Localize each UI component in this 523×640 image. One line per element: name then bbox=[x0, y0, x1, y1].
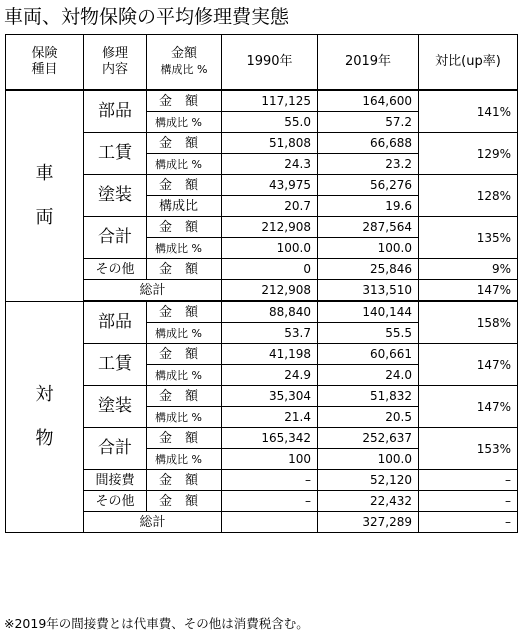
repair-cost-table bbox=[5, 34, 518, 533]
header-ratio: 対比(up率) bbox=[419, 35, 518, 91]
group-label: 塗装 bbox=[84, 175, 147, 217]
total-v1990 bbox=[222, 512, 318, 533]
header-2019: 2019年 bbox=[318, 35, 419, 91]
item-label: 金 額 bbox=[147, 133, 222, 154]
value-2019: 56,276 bbox=[318, 175, 419, 196]
item-label: 金 額 bbox=[147, 386, 222, 407]
value-2019: 52,120 bbox=[318, 470, 419, 491]
group-label: その他 bbox=[84, 259, 147, 280]
item-label: 金 額 bbox=[147, 90, 222, 112]
item-label: 金 額 bbox=[147, 344, 222, 365]
ratio-value: 147% bbox=[419, 386, 518, 428]
total-ratio: 147% bbox=[419, 280, 518, 302]
ratio-value: 135% bbox=[419, 217, 518, 259]
value-1990: 212,908 bbox=[222, 217, 318, 238]
ratio-value: 128% bbox=[419, 175, 518, 217]
group-label: 塗装 bbox=[84, 386, 147, 428]
value-1990: – bbox=[222, 470, 318, 491]
group-label: 合計 bbox=[84, 217, 147, 259]
group-label: 工賃 bbox=[84, 344, 147, 386]
value-1990: 43,975 bbox=[222, 175, 318, 196]
value-2019: 140,144 bbox=[318, 301, 419, 323]
ratio-value: 141% bbox=[419, 90, 518, 133]
value-1990: 55.0 bbox=[222, 112, 318, 133]
table-row bbox=[6, 301, 518, 323]
total-v2019: 313,510 bbox=[318, 280, 419, 302]
value-1990: 24.3 bbox=[222, 154, 318, 175]
total-ratio: – bbox=[419, 512, 518, 533]
table-header-row bbox=[6, 35, 518, 91]
value-1990: 35,304 bbox=[222, 386, 318, 407]
category-label: 対 bbox=[35, 383, 54, 405]
category-label: 物 bbox=[35, 427, 54, 449]
category-cell bbox=[6, 90, 84, 301]
item-label: 構成比 % bbox=[147, 365, 222, 386]
ratio-value: 9% bbox=[419, 259, 518, 280]
ratio-value: – bbox=[419, 470, 518, 491]
value-2019: 23.2 bbox=[318, 154, 419, 175]
group-label: 部品 bbox=[84, 90, 147, 133]
total-label: 総計 bbox=[84, 512, 222, 533]
value-2019: 22,432 bbox=[318, 491, 419, 512]
value-1990: 165,342 bbox=[222, 428, 318, 449]
value-2019: 24.0 bbox=[318, 365, 419, 386]
value-2019: 60,661 bbox=[318, 344, 419, 365]
value-1990: 24.9 bbox=[222, 365, 318, 386]
value-2019: 51,832 bbox=[318, 386, 419, 407]
group-label: その他 bbox=[84, 491, 147, 512]
category-label: 車 bbox=[35, 162, 54, 184]
ratio-value: 158% bbox=[419, 301, 518, 344]
value-1990: 117,125 bbox=[222, 90, 318, 112]
group-label: 間接費 bbox=[84, 470, 147, 491]
value-2019: 19.6 bbox=[318, 196, 419, 217]
value-1990: 51,808 bbox=[222, 133, 318, 154]
item-label: 構成比 % bbox=[147, 323, 222, 344]
header-amount-ratio: 金額 構成比 % bbox=[147, 35, 222, 91]
item-label: 構成比 % bbox=[147, 112, 222, 133]
total-v2019: 327,289 bbox=[318, 512, 419, 533]
value-2019: 55.5 bbox=[318, 323, 419, 344]
group-label: 合計 bbox=[84, 428, 147, 470]
item-label: 構成比 % bbox=[147, 407, 222, 428]
value-1990: 21.4 bbox=[222, 407, 318, 428]
item-label: 金 額 bbox=[147, 470, 222, 491]
item-label: 金 額 bbox=[147, 428, 222, 449]
ratio-value: 129% bbox=[419, 133, 518, 175]
value-1990: 0 bbox=[222, 259, 318, 280]
footnote: ※2019年の間接費とは代車費、その他は消費税含む。 bbox=[4, 616, 309, 631]
header-insurance-type: 保険 種目 bbox=[6, 35, 84, 91]
header-repair-content: 修理 内容 bbox=[84, 35, 147, 91]
value-2019: 100.0 bbox=[318, 238, 419, 259]
value-1990: 20.7 bbox=[222, 196, 318, 217]
item-label: 構成比 % bbox=[147, 154, 222, 175]
group-label: 工賃 bbox=[84, 133, 147, 175]
item-label: 金 額 bbox=[147, 217, 222, 238]
item-label: 金 額 bbox=[147, 491, 222, 512]
value-2019: 66,688 bbox=[318, 133, 419, 154]
table-row bbox=[6, 90, 518, 112]
value-2019: 164,600 bbox=[318, 90, 419, 112]
value-1990: 100.0 bbox=[222, 238, 318, 259]
value-2019: 25,846 bbox=[318, 259, 419, 280]
page-title: 車両、対物保険の平均修理費実態 bbox=[4, 6, 290, 28]
item-label: 金 額 bbox=[147, 175, 222, 196]
item-label: 構成比 bbox=[147, 196, 222, 217]
ratio-value: – bbox=[419, 491, 518, 512]
value-1990: 53.7 bbox=[222, 323, 318, 344]
value-2019: 20.5 bbox=[318, 407, 419, 428]
item-label: 構成比 % bbox=[147, 449, 222, 470]
value-1990: 100 bbox=[222, 449, 318, 470]
item-label: 構成比 % bbox=[147, 238, 222, 259]
value-1990: 41,198 bbox=[222, 344, 318, 365]
value-2019: 57.2 bbox=[318, 112, 419, 133]
group-label: 部品 bbox=[84, 301, 147, 344]
value-2019: 100.0 bbox=[318, 449, 419, 470]
item-label: 金 額 bbox=[147, 259, 222, 280]
value-1990: – bbox=[222, 491, 318, 512]
header-1990: 1990年 bbox=[222, 35, 318, 91]
category-label: 両 bbox=[35, 206, 54, 228]
item-label: 金 額 bbox=[147, 301, 222, 323]
value-2019: 287,564 bbox=[318, 217, 419, 238]
ratio-value: 153% bbox=[419, 428, 518, 470]
category-cell bbox=[6, 301, 84, 533]
value-2019: 252,637 bbox=[318, 428, 419, 449]
total-v1990: 212,908 bbox=[222, 280, 318, 302]
ratio-value: 147% bbox=[419, 344, 518, 386]
total-label: 総計 bbox=[84, 280, 222, 302]
value-1990: 88,840 bbox=[222, 301, 318, 323]
